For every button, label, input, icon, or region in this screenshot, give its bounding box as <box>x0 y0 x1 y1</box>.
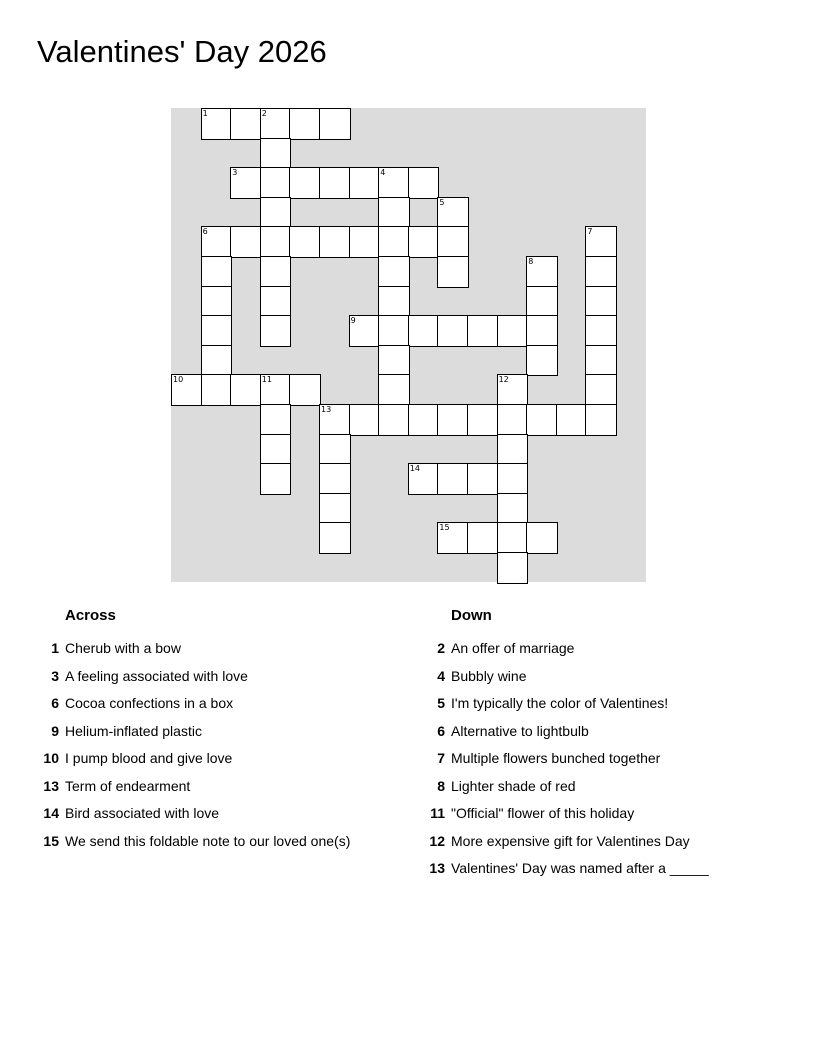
clue-number: 2 <box>437 640 445 656</box>
grid-cell[interactable] <box>437 197 469 229</box>
clue-text: I pump blood and give love <box>65 750 233 766</box>
clue-number: 1 <box>51 640 59 656</box>
grid-cell[interactable] <box>349 167 381 199</box>
clue-number: 11 <box>430 805 445 821</box>
grid-cell[interactable] <box>230 226 262 258</box>
clue-number: 7 <box>587 227 593 237</box>
down-clues <box>416 605 796 883</box>
down-clue <box>416 855 796 883</box>
grid-cell[interactable] <box>260 138 292 170</box>
grid-cell[interactable] <box>378 197 410 229</box>
down-clue <box>416 773 796 801</box>
grid-cell[interactable] <box>585 345 617 377</box>
grid-cell[interactable] <box>437 226 469 258</box>
grid-cell[interactable] <box>260 256 292 288</box>
crossword-grid <box>171 108 646 582</box>
grid-cell[interactable] <box>319 226 351 258</box>
down-clue <box>416 690 796 718</box>
grid-cell[interactable] <box>378 256 410 288</box>
clue-text: "Official" flower of this holiday <box>451 805 635 821</box>
clue-text: Term of endearment <box>65 777 191 794</box>
grid-cell[interactable] <box>556 404 588 436</box>
grid-cell[interactable] <box>260 108 292 140</box>
grid-cell[interactable] <box>497 434 529 466</box>
clue-number: 3 <box>51 667 59 684</box>
clue-number: 4 <box>380 168 386 178</box>
clue-number: 12 <box>498 375 509 385</box>
clue-text: Valentines' Day was named after a _____ <box>451 860 709 876</box>
clue-number: 3 <box>232 168 238 178</box>
clue-number: 13 <box>429 860 445 876</box>
grid-cell[interactable] <box>526 345 558 377</box>
grid-cell[interactable] <box>289 108 321 140</box>
grid-cell[interactable] <box>378 167 410 199</box>
grid-cell[interactable] <box>378 345 410 377</box>
grid-cell[interactable] <box>585 226 617 258</box>
grid-cell[interactable] <box>201 345 233 377</box>
grid-cell[interactable] <box>260 463 292 495</box>
clue-number: 5 <box>439 197 445 207</box>
clue-number: 12 <box>429 832 445 849</box>
across-clue <box>30 800 410 828</box>
grid-cell[interactable] <box>408 315 440 347</box>
across-clues <box>30 605 410 855</box>
grid-cell[interactable] <box>467 522 499 554</box>
grid-cell[interactable] <box>260 315 292 347</box>
clue-number: 5 <box>437 695 445 711</box>
grid-cell[interactable] <box>201 286 233 318</box>
grid-cell[interactable] <box>378 374 410 406</box>
grid-cell[interactable] <box>319 522 351 554</box>
grid-cell[interactable] <box>201 226 233 258</box>
clue-number: 14 <box>43 805 59 821</box>
grid-cell[interactable] <box>497 522 529 554</box>
grid-cell[interactable] <box>319 167 351 199</box>
grid-cell[interactable] <box>437 522 469 554</box>
clue-text: Lighter shade of red <box>451 777 576 794</box>
grid-cell[interactable] <box>349 404 381 436</box>
down-clue <box>416 745 796 773</box>
down-clue <box>416 800 796 828</box>
grid-cell[interactable] <box>260 226 292 258</box>
clue-number: 8 <box>437 777 445 794</box>
clue-text: Cherub with a bow <box>65 640 181 656</box>
clue-text: Bird associated with love <box>65 805 220 821</box>
clue-text: Cocoa confections in a box <box>65 695 234 711</box>
grid-cell[interactable] <box>260 434 292 466</box>
clue-number: 10 <box>43 750 59 766</box>
clue-number: 11 <box>261 375 272 385</box>
grid-cell[interactable] <box>408 226 440 258</box>
grid-cell[interactable] <box>497 404 529 436</box>
clue-number: 6 <box>51 695 59 711</box>
grid-cell[interactable] <box>408 404 440 436</box>
grid-cell[interactable] <box>497 552 529 584</box>
down-heading: Down <box>451 607 492 624</box>
grid-cell[interactable] <box>437 256 469 288</box>
grid-cell[interactable] <box>260 197 292 229</box>
grid-cell[interactable] <box>289 167 321 199</box>
across-clue <box>30 773 410 801</box>
across-clue <box>30 663 410 691</box>
grid-cell[interactable] <box>319 404 351 436</box>
clue-number: 14 <box>409 464 420 474</box>
grid-cell[interactable] <box>408 167 440 199</box>
page-title: Valentines' Day 2026 <box>37 34 327 69</box>
down-clue <box>416 635 796 663</box>
grid-cell[interactable] <box>171 374 203 406</box>
clue-number: 8 <box>528 257 534 266</box>
grid-cell[interactable] <box>526 522 558 554</box>
grid-cell[interactable] <box>378 226 410 258</box>
grid-cell[interactable] <box>349 226 381 258</box>
grid-cell[interactable] <box>201 108 233 140</box>
clue-text: I'm typically the color of Valentines! <box>451 695 669 711</box>
grid-cell[interactable] <box>319 493 351 525</box>
grid-cell[interactable] <box>467 315 499 347</box>
clue-number: 6 <box>437 722 445 739</box>
grid-cell[interactable] <box>201 315 233 347</box>
clue-text: Multiple flowers bunched together <box>451 750 661 766</box>
grid-cell[interactable] <box>319 463 351 495</box>
grid-cell[interactable] <box>585 374 617 406</box>
grid-cell[interactable] <box>467 463 499 495</box>
grid-cell[interactable] <box>408 463 440 495</box>
clue-number: 4 <box>437 667 445 684</box>
grid-cell[interactable] <box>230 167 262 199</box>
down-clue <box>416 663 796 691</box>
grid-cell[interactable] <box>260 286 292 318</box>
grid-cell[interactable] <box>437 404 469 436</box>
grid-cell[interactable] <box>585 286 617 318</box>
grid-cell[interactable] <box>201 256 233 288</box>
grid-cell[interactable] <box>349 315 381 347</box>
grid-cell[interactable] <box>585 315 617 347</box>
across-clue <box>30 635 410 663</box>
across-clue <box>30 828 410 856</box>
grid-cell[interactable] <box>437 315 469 347</box>
clue-text: Alternative to lightbulb <box>451 722 589 739</box>
grid-cell[interactable] <box>497 463 529 495</box>
across-clue-list <box>30 635 410 855</box>
down-clue <box>416 828 796 856</box>
grid-cell[interactable] <box>497 493 529 525</box>
grid-cell[interactable] <box>201 374 233 406</box>
grid-cell[interactable] <box>526 256 558 288</box>
grid-cell[interactable] <box>319 434 351 466</box>
grid-cell[interactable] <box>319 108 351 140</box>
across-clue <box>30 718 410 746</box>
clue-number: 9 <box>51 722 59 739</box>
clue-text: Bubbly wine <box>451 667 527 684</box>
grid-cell[interactable] <box>260 404 292 436</box>
grid-cell[interactable] <box>467 404 499 436</box>
clue-number: 15 <box>439 523 450 533</box>
grid-cell[interactable] <box>526 315 558 347</box>
grid-cell[interactable] <box>437 463 469 495</box>
grid-cell[interactable] <box>378 404 410 436</box>
grid-cell[interactable] <box>378 286 410 318</box>
clue-text: Helium-inflated plastic <box>65 722 202 739</box>
grid-cell[interactable] <box>585 404 617 436</box>
clue-number: 9 <box>350 316 356 326</box>
down-clue-list <box>416 635 796 883</box>
across-clue <box>30 690 410 718</box>
grid-cell[interactable] <box>289 374 321 406</box>
clue-text: More expensive gift for Valentines Day <box>451 832 690 849</box>
clue-text: An offer of marriage <box>451 640 575 656</box>
grid-cell[interactable] <box>497 374 529 406</box>
grid-cell[interactable] <box>260 374 292 406</box>
clue-number: 1 <box>202 109 208 118</box>
grid-cell[interactable] <box>526 404 558 436</box>
grid-cell[interactable] <box>230 108 262 140</box>
grid-cell[interactable] <box>260 167 292 199</box>
clue-number: 15 <box>43 832 59 849</box>
down-clue <box>416 718 796 746</box>
clue-number: 13 <box>43 777 59 794</box>
clue-text: A feeling associated with love <box>65 667 248 684</box>
across-clue <box>30 745 410 773</box>
grid-cell[interactable] <box>585 256 617 288</box>
grid-cell[interactable] <box>230 374 262 406</box>
grid-cell[interactable] <box>289 226 321 258</box>
clue-number: 2 <box>261 109 267 118</box>
across-heading: Across <box>65 607 116 624</box>
grid-cell[interactable] <box>497 315 529 347</box>
clue-number: 7 <box>437 750 445 766</box>
grid-cell[interactable] <box>526 286 558 318</box>
clue-number: 6 <box>202 227 208 237</box>
clue-number: 13 <box>321 405 332 414</box>
clue-text: We send this foldable note to our loved one(s) <box>65 832 351 849</box>
clue-number: 10 <box>173 375 184 385</box>
grid-cell[interactable] <box>378 315 410 347</box>
